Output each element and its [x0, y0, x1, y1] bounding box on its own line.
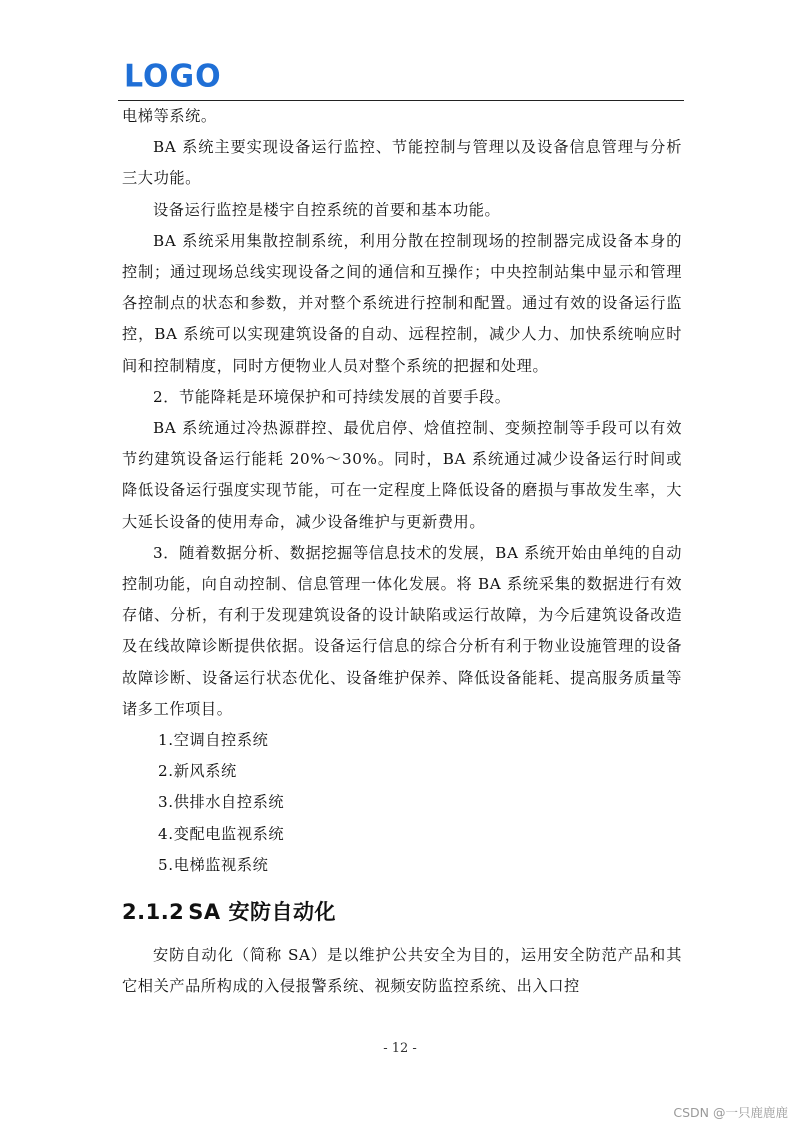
list-item: 4.变配电监视系统 — [158, 824, 285, 843]
list-item: 2.新风系统 — [158, 762, 237, 781]
list-item: 1.空调自控系统 — [158, 731, 269, 750]
paragraph: BA 系统采用集散控制系统，利用分散在控制现场的控制器完成设备本身的控制；通过现场总线实现设备之间的通信和互操作；中央控制站集中显示和管理各控制点的状态和参数，并对整个系统进行控制和配置。通过有效的设备运行监控，BA 系统可以实现建筑设备的自动、远程控制，减少人力、加快系统响应时间和控制精度，同时方便物业人员对整个系统的把握和处理。 — [122, 231, 682, 375]
system-list — [122, 725, 682, 881]
section-heading — [122, 897, 682, 927]
paragraph: BA 系统主要实现设备运行监控、节能控制与管理以及设备信息管理与分析三大功能。 — [122, 138, 682, 188]
paragraph-continuation: 电梯等系统。 — [122, 107, 217, 125]
paragraph: 2．节能降耗是环境保护和可持续发展的首要手段。 — [153, 387, 511, 406]
paragraph: BA 系统通过冷热源群控、最优启停、焓值控制、变频控制等手段可以有效节约建筑设备运行能耗 20%～30%。同时，BA 系统通过减少设备运行时间或降低设备运行强度实现节能，可在一定程度上降低设备的磨损与事故发生率，大大延长设备的使用寿命，减少设备维护与更新费用。 — [122, 419, 682, 531]
paragraph: 设备运行监控是楼宇自控系统的首要和基本功能。 — [153, 200, 501, 219]
watermark: CSDN @一只鹿鹿鹿 — [673, 1105, 788, 1120]
section-number: 2.1.2 — [122, 900, 185, 925]
paragraph: 安防自动化（简称 SA）是以维护公共安全为目的，运用安全防范产品和其它相关产品所构成的入侵报警系统、视频安防监控系统、出入口控 — [122, 946, 682, 996]
list-item: 5.电梯监视系统 — [158, 855, 269, 874]
logo: LOGO — [124, 58, 222, 95]
section-title: SA 安防自动化 — [188, 900, 336, 925]
paragraph: 3．随着数据分析、数据挖掘等信息技术的发展，BA 系统开始由单纯的自动控制功能，向自动控制、信息管理一体化发展。将 BA 系统采集的数据进行有效存储、分析，有利于发现建筑设备的设计缺陷或运行故障，为今后建筑设备改造及在线故障诊断提供依据。设备运行信息的综合分析有利于物业设施管理的设备故障诊断、设备运行状态优化、设备维护保养、降低设备能耗、提高服务质量等诸多工作项目。 — [122, 543, 682, 718]
page-number: - 12 - — [383, 1041, 417, 1056]
list-item: 3.供排水自控系统 — [158, 793, 285, 812]
document-body — [122, 101, 682, 1002]
